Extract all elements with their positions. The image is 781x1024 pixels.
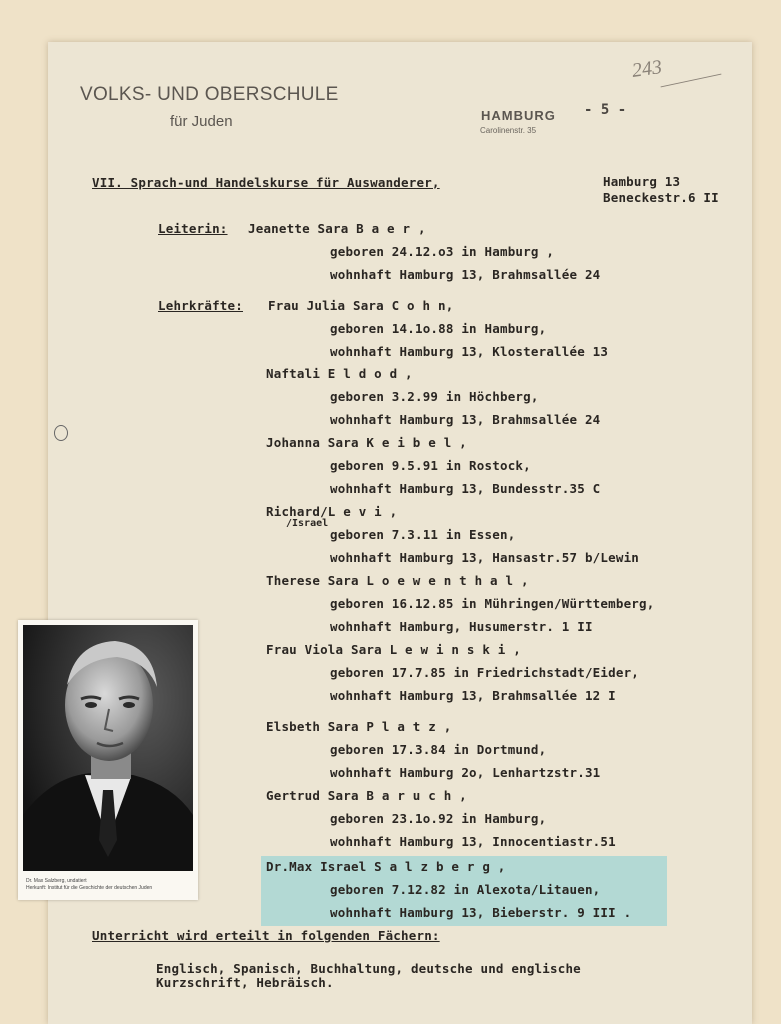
handwritten-overwrite: /Israel: [286, 518, 329, 529]
section-heading: [92, 175, 440, 190]
teacher-born: geboren 17.7.85 in Friedrichstadt/Eider,: [330, 665, 640, 680]
teacher-name: Therese Sara L o e w e n t h a l ,: [266, 573, 529, 588]
teacher-born: geboren 9.5.91 in Rostock,: [330, 458, 531, 473]
leiterin-born: geboren 24.12.o3 in Hamburg ,: [330, 244, 555, 259]
teacher-born: geboren 14.1o.88 in Hamburg,: [330, 321, 547, 336]
folio-number: 243: [630, 56, 664, 82]
photo-caption-line2: Herkunft: Institut für die Geschichte der deutschen Juden: [26, 885, 153, 891]
teacher-born: geboren 16.12.85 in Mühringen/Württemberg,: [330, 596, 655, 611]
subjects-heading: Unterricht wird erteilt in folgenden Fächern:: [92, 928, 440, 943]
teacher-born: geboren 17.3.84 in Dortmund,: [330, 742, 547, 757]
teacher-born: geboren 7.12.82 in Alexota/Litauen,: [330, 882, 601, 897]
teacher-name: Gertrud Sara B a r u c h ,: [266, 788, 467, 803]
teacher-lives: wohnhaft Hamburg 2o, Lenhartzstr.31: [330, 765, 601, 780]
leiterin-lives: wohnhaft Hamburg 13, Brahmsallée 24: [330, 267, 601, 282]
letterhead-school: VOLKS- UND OBERSCHULE: [80, 84, 339, 105]
portrait-photo: [23, 625, 193, 871]
teacher-lives: wohnhaft Hamburg 13, Bieberstr. 9 III .: [330, 905, 632, 920]
leiterin-name: Jeanette Sara B a e r ,: [248, 221, 426, 236]
teacher-name: Elsbeth Sara P l a t z ,: [266, 719, 452, 734]
lehrkraefte-label: Lehrkräfte:: [158, 298, 243, 313]
teacher-name: Johanna Sara K e i b e l ,: [266, 435, 467, 450]
teacher-name: Frau Viola Sara L e w i n s k i ,: [266, 642, 521, 657]
punch-hole: [54, 425, 68, 441]
letterhead-city: HAMBURG: [481, 108, 556, 123]
section-heading-text: VII. Sprach-und Handelskurse für Auswanderer,: [92, 175, 440, 190]
letterhead-street: Carolinenstr. 35: [480, 126, 537, 135]
teacher-lives: wohnhaft Hamburg 13, Bundesstr.35 C: [330, 481, 601, 496]
letterhead-subtitle: für Juden: [170, 113, 233, 130]
teacher-born: geboren 23.1o.92 in Hamburg,: [330, 811, 547, 826]
teacher-born: geboren 3.2.99 in Höchberg,: [330, 389, 539, 404]
teacher-lives: wohnhaft Hamburg 13, Klosterallée 13: [330, 344, 609, 359]
teacher-name: Naftali E l d o d ,: [266, 366, 413, 381]
page-number: - 5 -: [584, 102, 627, 118]
portrait-illustration: [23, 625, 193, 871]
teacher-lives: wohnhaft Hamburg 13, Innocentiastr.51: [330, 834, 616, 849]
teacher-name: Frau Julia Sara C o h n,: [268, 298, 454, 313]
section-address-line2: Beneckestr.6 II: [603, 190, 719, 205]
subjects-line1: Englisch, Spanisch, Buchhaltung, deutsche und englische: [156, 961, 581, 976]
photo-caption-line1: Dr. Max Salzberg, undatiert: [26, 878, 87, 884]
teacher-name: Dr.Max Israel S a l z b e r g ,: [266, 859, 506, 874]
section-address-line1: Hamburg 13: [603, 174, 681, 189]
teacher-lives: wohnhaft Hamburg, Husumerstr. 1 II: [330, 619, 593, 634]
teacher-lives: wohnhaft Hamburg 13, Brahmsallée 12 I: [330, 688, 616, 703]
teacher-name: Richard/L e v i ,: [266, 504, 398, 519]
teacher-born: geboren 7.3.11 in Essen,: [330, 527, 516, 542]
teacher-lives: wohnhaft Hamburg 13, Brahmsallée 24: [330, 412, 601, 427]
subjects-line2: Kurzschrift, Hebräisch.: [156, 975, 334, 990]
leiterin-label: Leiterin:: [158, 221, 228, 236]
teacher-lives: wohnhaft Hamburg 13, Hansastr.57 b/Lewin: [330, 550, 640, 565]
portrait-card: [18, 620, 198, 900]
